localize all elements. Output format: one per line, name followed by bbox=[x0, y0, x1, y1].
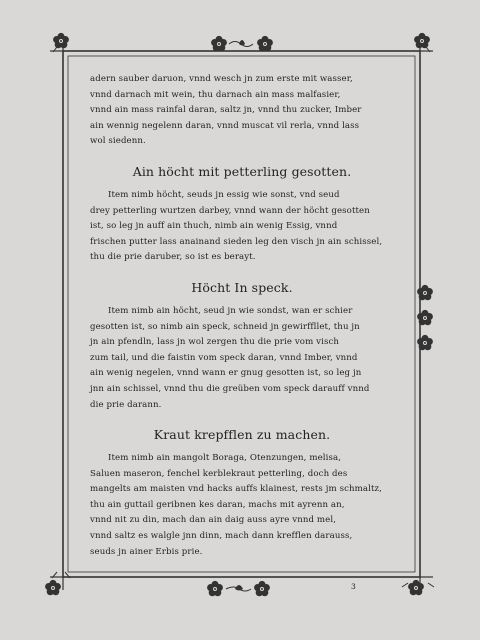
text-line: frischen putter lass anainand sieden leg den visch jn ain schissel, bbox=[90, 236, 383, 247]
page-text bbox=[90, 72, 394, 560]
text-line: adern sauber daruon, vnnd wesch jn zum erste mit wasser, bbox=[90, 74, 353, 84]
flower-icon bbox=[408, 580, 424, 595]
text-line: vnnd saltz es walgle jnn dinn, mach dann krefflen darauss, bbox=[90, 531, 353, 542]
recipe-section bbox=[90, 164, 394, 266]
flower-icon bbox=[417, 335, 433, 350]
text-line: seuds jn ainer Erbis prie. bbox=[90, 546, 203, 557]
text-line: Item nimb ain mangolt Boraga, Otenzungen, melisa, bbox=[108, 453, 342, 464]
text-line: ist, so leg jn auff ain thuch, nimb ain wenig Essig, vnnd bbox=[90, 221, 338, 232]
text-line: wol siedenn. bbox=[90, 136, 146, 147]
flower-icon bbox=[254, 581, 270, 596]
text-line: Saluen maseron, fenchel kerblekraut petterling, doch des bbox=[90, 468, 348, 479]
recipe-title: Kraut krepfflen zu machen. bbox=[153, 427, 331, 443]
text-line: jn ain pfendln, lass jn wol zergen thu die prie vom visch bbox=[90, 337, 340, 348]
text-line: ain wenig negelen, vnnd wann er gnug gesotten ist, so leg jn bbox=[90, 368, 362, 379]
text-line: Item nimb ain höcht, seud jn wie sondst, wan er schier bbox=[108, 305, 353, 316]
text-line: zum tail, und die faistin vom speck daran, vnnd Imber, vnnd bbox=[90, 352, 358, 363]
recipe-title: Ain höcht mit petterling gesotten. bbox=[132, 163, 352, 179]
flower-icon bbox=[45, 580, 61, 595]
text-line: ain wennig negelenn daran, vnnd muscat vil rerla, vnnd lass bbox=[90, 120, 360, 131]
text-line: vnnd darnach mit wein, thu darnach ain mass malfasier, bbox=[90, 89, 341, 100]
recipe-section bbox=[90, 280, 394, 413]
intro-paragraph bbox=[90, 72, 394, 150]
text-line: vnnd ain mass rainfal daran, saltz jn, vnnd thu zucker, Imber bbox=[90, 105, 362, 116]
recipe-section bbox=[90, 427, 394, 560]
flower-icon bbox=[417, 310, 433, 325]
text-line: jnn ain schissel, vnnd thu die greüben vom speck darauff vnnd bbox=[90, 383, 370, 394]
flower-icon bbox=[417, 285, 433, 300]
recipe-title: Höcht In speck. bbox=[191, 279, 293, 295]
text-line: Item nimb höcht, seuds jn essig wie sonst, vnd seud bbox=[108, 189, 340, 200]
text-line: thu ain guttail geribnen kes daran, machs mit ayrenn an, bbox=[90, 499, 345, 510]
text-line: mangelts am maisten vnd hacks auffs klainest, rests jm schmaltz, bbox=[90, 484, 382, 495]
flower-icon bbox=[53, 33, 69, 48]
page-number: 3 bbox=[351, 582, 356, 591]
flower-icon bbox=[211, 36, 227, 51]
flower-icon bbox=[414, 33, 430, 48]
flower-icon bbox=[257, 36, 273, 51]
flower-icon bbox=[207, 581, 223, 596]
text-line: die prie darann. bbox=[90, 399, 162, 410]
text-line: thu die prie daruber, so ist es berayt. bbox=[90, 252, 256, 263]
text-line: vnnd nit zu din, mach dan ain daig auss ayre vnnd mel, bbox=[90, 515, 337, 526]
text-line: drey petterling wurtzen darbey, vnnd wann der höcht gesotten bbox=[90, 205, 370, 216]
text-line: gesotten ist, so nimb ain speck, schneid jn gewirffllet, thu jn bbox=[90, 321, 360, 332]
